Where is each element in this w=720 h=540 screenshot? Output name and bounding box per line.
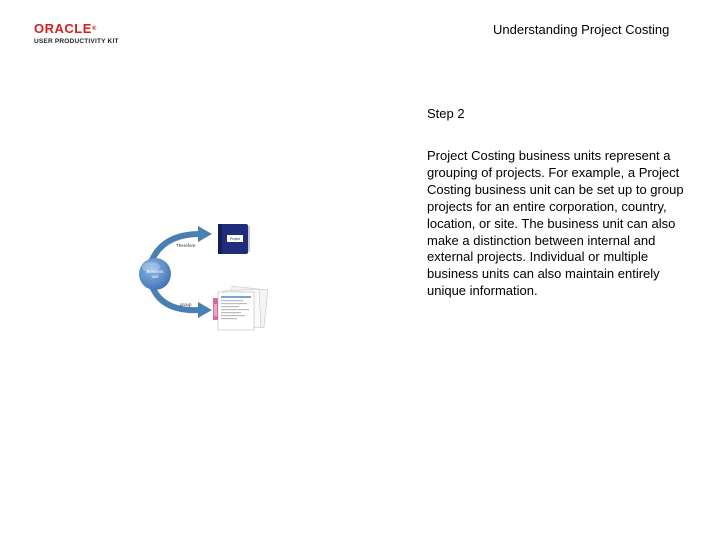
bottom-arrow-label: group <box>180 302 192 307</box>
page-title: Understanding Project Costing <box>493 22 670 37</box>
project-documents-icon <box>208 282 276 330</box>
circle-label-line1: Business <box>146 269 164 274</box>
top-arrow-label: Therefore <box>176 243 196 248</box>
step-label: Step 2 <box>427 106 465 121</box>
logo-subtitle: USER PRODUCTIVITY KIT <box>34 38 119 45</box>
oracle-upk-logo <box>34 22 126 48</box>
business-unit-diagram <box>136 214 278 336</box>
binder-label: Project <box>230 237 240 241</box>
logo-brand: ORACLE <box>34 21 92 36</box>
step-description: Project Costing business units represent a grouping of projects. For example, a Project Costing business unit can be set up to group projects for an entire corporation, country, location, or site. The business unit can also make a distinction between internal and external projects. Individual or multiple business units can also maintain entirely unique information. <box>427 148 684 299</box>
logo-registered-mark: ® <box>91 26 97 32</box>
circle-label-line2: unit <box>151 274 159 279</box>
